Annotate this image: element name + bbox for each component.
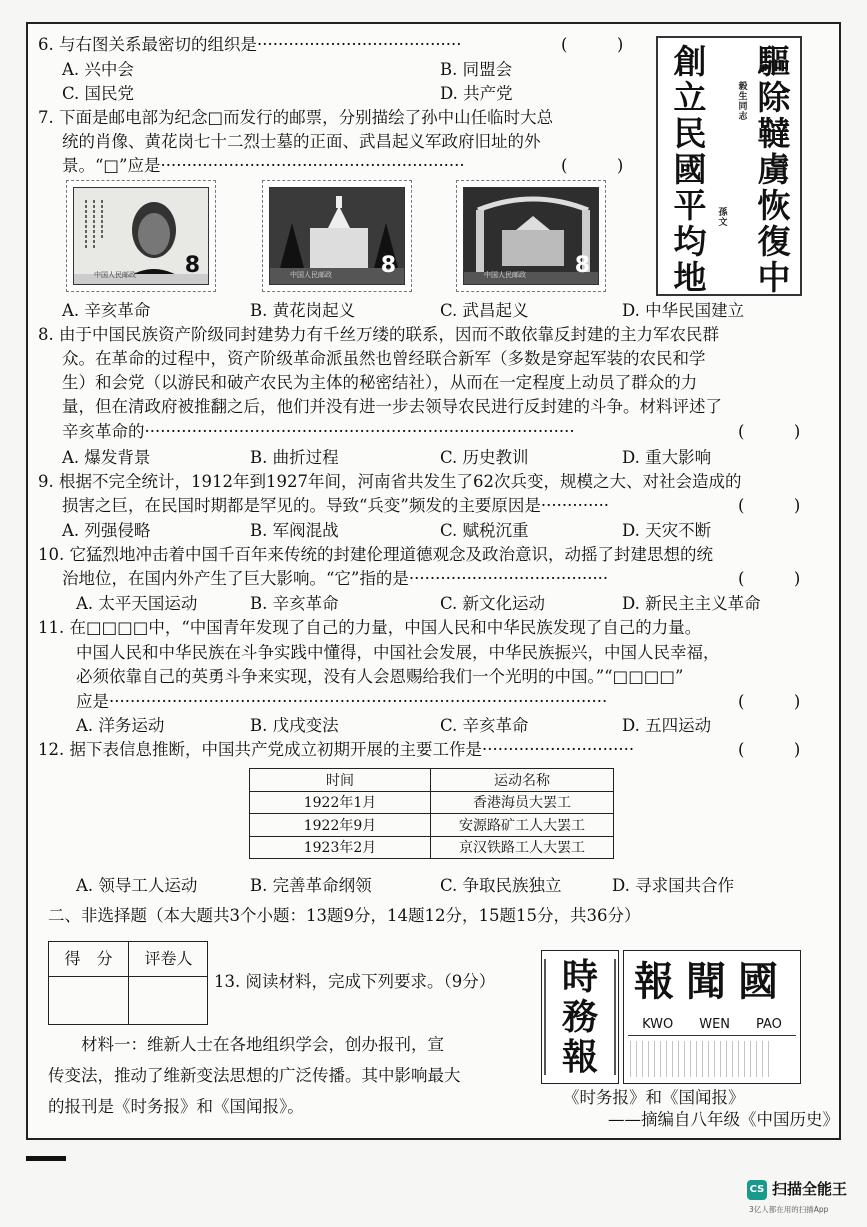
q7-option-c: C. 武昌起义: [440, 301, 529, 320]
q8-option-b: B. 曲折过程: [250, 448, 339, 467]
q12-option-a: A. 领导工人运动: [76, 876, 198, 895]
q9-line2: 损害之巨，在民国时期都是罕见的。导致“兵变”频发的主要原因是·············: [62, 496, 610, 515]
q9-option-d: D. 天灾不断: [622, 521, 712, 540]
footer-mark: [26, 1156, 66, 1161]
q8-line3: 生）和会党（以游民和破产农民为主体的秘密结社），从而在一定程度上动员了群众的力: [62, 373, 698, 392]
q11-line2: 中国人民和中华民族在斗争实践中懂得，中国社会发展，中华民族振兴，中国人民幸福，: [76, 643, 720, 662]
camscanner-tagline: 3亿人都在用的扫描App: [749, 1205, 829, 1214]
q8-option-c: C. 历史教训: [440, 448, 529, 467]
q8-line2: 众。在革命的过程中，资产阶级革命派虽然也曾经联合新军（多数是穿起军装的农民和学: [62, 349, 706, 368]
q9-line1: 9. 根据不完全统计，1912年到1927年间，河南省共发生了62次兵变，规模之大、对社会造成的: [38, 472, 742, 491]
q12-option-d: D. 寻求国共合作: [612, 876, 735, 895]
q6-stem: 6. 与右图关系最密切的组织是·······································: [38, 35, 462, 54]
table-row: [250, 836, 614, 859]
q7-answer-paren: ( ): [561, 156, 624, 175]
q11-answer-paren: ( ): [738, 692, 801, 711]
q8-option-d: D. 重大影响: [622, 448, 712, 467]
q9-option-a: A. 列强侵略: [62, 521, 151, 540]
q10-option-a: A. 太平天国运动: [76, 594, 198, 613]
table-cell-movement: 安源路矿工人大罢工: [431, 814, 614, 837]
stamp-denomination: 8: [184, 253, 200, 278]
q9-option-b: B. 军阀混战: [250, 521, 339, 540]
q8-answer-paren: ( ): [738, 422, 801, 441]
shiwubao-image: [541, 950, 619, 1084]
table-row: [250, 814, 614, 837]
stamp-wuchang-government: [456, 180, 606, 292]
calligraphy-inscription: 毅生同志: [738, 82, 748, 122]
q10-option-d: D. 新民主主义革命: [622, 594, 761, 613]
q10-line1: 10. 它猛烈地冲击着中国千百年来传统的封建伦理道德观念及政治意识，动摇了封建思想的统: [38, 545, 713, 564]
q7-option-b: B. 黄花岗起义: [250, 301, 356, 320]
shiwubao-title: 時務報: [561, 956, 598, 1078]
score-label: 得 分: [64, 949, 113, 968]
stamp-denomination: 8: [380, 253, 396, 278]
q7-line1: 7. 下面是邮电部为纪念□而发行的邮票，分别描绘了孙中山任临时大总: [38, 108, 554, 127]
score-box: [48, 941, 208, 1025]
guowenbao-image: [623, 950, 801, 1084]
q11-option-a: A. 洋务运动: [76, 716, 165, 735]
q6-option-c: C. 国民党: [62, 84, 135, 103]
calligraphy-signature: 孫文: [718, 208, 728, 228]
q11-line4: 应是·······························································································: [76, 692, 608, 711]
section2-title: 二、非选择题（本大题共3个小题：13题9分，14题12分，15题15分，共36分）: [48, 906, 641, 925]
q9-answer-paren: ( ): [738, 496, 801, 515]
calligraphy-column-1: 驅除韃虜恢復中: [757, 42, 791, 296]
q7-option-a: A. 辛亥革命: [62, 301, 151, 320]
material1-line2: 传变法，推动了维新变法思想的广泛传播。其中影响最大: [48, 1066, 461, 1085]
q7-line3: 景。“□”应是··························································: [62, 156, 465, 175]
calligraphy-image: [656, 36, 802, 296]
q11-option-c: C. 辛亥革命: [440, 716, 529, 735]
q11-line3: 必须依靠自己的英勇斗争来实现，没有人会恩赐给我们一个光明的中国。”“□□□□”: [76, 667, 684, 686]
table-cell-time: 1923年2月: [250, 836, 431, 859]
q8-line1: 8. 由于中国民族资产阶级同封建势力有千丝万缕的联系，因而不敢依靠反封建的主力军农民群: [38, 325, 719, 344]
stamp-huanghuagang-tomb: [262, 180, 412, 292]
strike-table: [249, 768, 614, 859]
q6-answer-paren: ( ): [561, 35, 624, 54]
q11-option-d: D. 五四运动: [622, 716, 712, 735]
q6-option-d: D. 共产党: [440, 84, 513, 103]
q6-option-b: B. 同盟会: [440, 60, 513, 79]
q11-line1: 11. 在□□□□中，“中国青年发现了自己的力量，中国人民和中华民族发现了自己的力量。: [38, 618, 702, 637]
material1-line1: 材料一：维新人士在各地组织学会，创办报刊，宣: [48, 1035, 444, 1054]
table-cell-time: 1922年1月: [250, 791, 431, 814]
q10-line2: 治地位，在国内外产生了巨大影响。“它”指的是······································: [62, 569, 609, 588]
calligraphy-column-2: 創立民國平均地: [673, 42, 707, 296]
q10-answer-paren: ( ): [738, 569, 801, 588]
table-cell-movement: 香港海员大罢工: [431, 791, 614, 814]
camscanner-logo-icon: CS: [747, 1180, 767, 1200]
table-header-row: [250, 769, 614, 792]
table-row: [250, 791, 614, 814]
table-header-movement: 运动名称: [431, 769, 614, 792]
grader-label: 评卷人: [144, 949, 193, 968]
q12-option-b: B. 完善革命纲领: [250, 876, 372, 895]
q12-stem: 12. 据下表信息推断，中国共产党成立初期开展的主要工作是·····························: [38, 740, 635, 759]
stamp-sun-yatsen-portrait: [66, 180, 216, 292]
stamp-caption: 中国人民邮政: [94, 271, 136, 279]
guowenbao-roman: KWO WEN PAO: [642, 1017, 782, 1032]
q12-answer-paren: ( ): [738, 740, 801, 759]
q12-option-c: C. 争取民族独立: [440, 876, 562, 895]
q9-option-c: C. 赋税沉重: [440, 521, 529, 540]
camscanner-name: 扫描全能王: [772, 1180, 848, 1198]
q10-option-b: B. 辛亥革命: [250, 594, 339, 613]
q8-option-a: A. 爆发背景: [62, 448, 151, 467]
q8-line5: 辛亥革命的··················································································: [62, 422, 575, 441]
stamp-denomination: 8: [574, 253, 590, 278]
q7-option-d: D. 中华民国建立: [622, 301, 745, 320]
q6-option-a: A. 兴中会: [62, 60, 134, 79]
table-header-time: 时间: [250, 769, 431, 792]
table-cell-movement: 京汉铁路工人大罢工: [431, 836, 614, 859]
newspaper-caption: 《时务报》和《国闻报》: [563, 1088, 745, 1107]
q11-option-b: B. 戊戌变法: [250, 716, 339, 735]
material1-line3: 的报刊是《时务报》和《国闻报》。: [48, 1097, 304, 1116]
stamp-caption: 中国人民邮政: [290, 271, 332, 279]
material-source: ——摘编自八年级《中国历史》: [608, 1110, 839, 1129]
q10-option-c: C. 新文化运动: [440, 594, 546, 613]
q13-title: 13. 阅读材料，完成下列要求。（9分）: [214, 972, 496, 991]
stamp-caption: 中国人民邮政: [484, 271, 526, 279]
q8-line4: 量，但在清政府被推翻之后，他们并没有进一步去领导农民进行反封建的斗争。材料评述了: [62, 397, 722, 416]
q7-line2: 统的肖像、黄花岗七十二烈士墓的正面、武昌起义军政府旧址的外: [62, 132, 541, 151]
guowenbao-title: 國聞報: [634, 958, 790, 1005]
table-cell-time: 1922年9月: [250, 814, 431, 837]
